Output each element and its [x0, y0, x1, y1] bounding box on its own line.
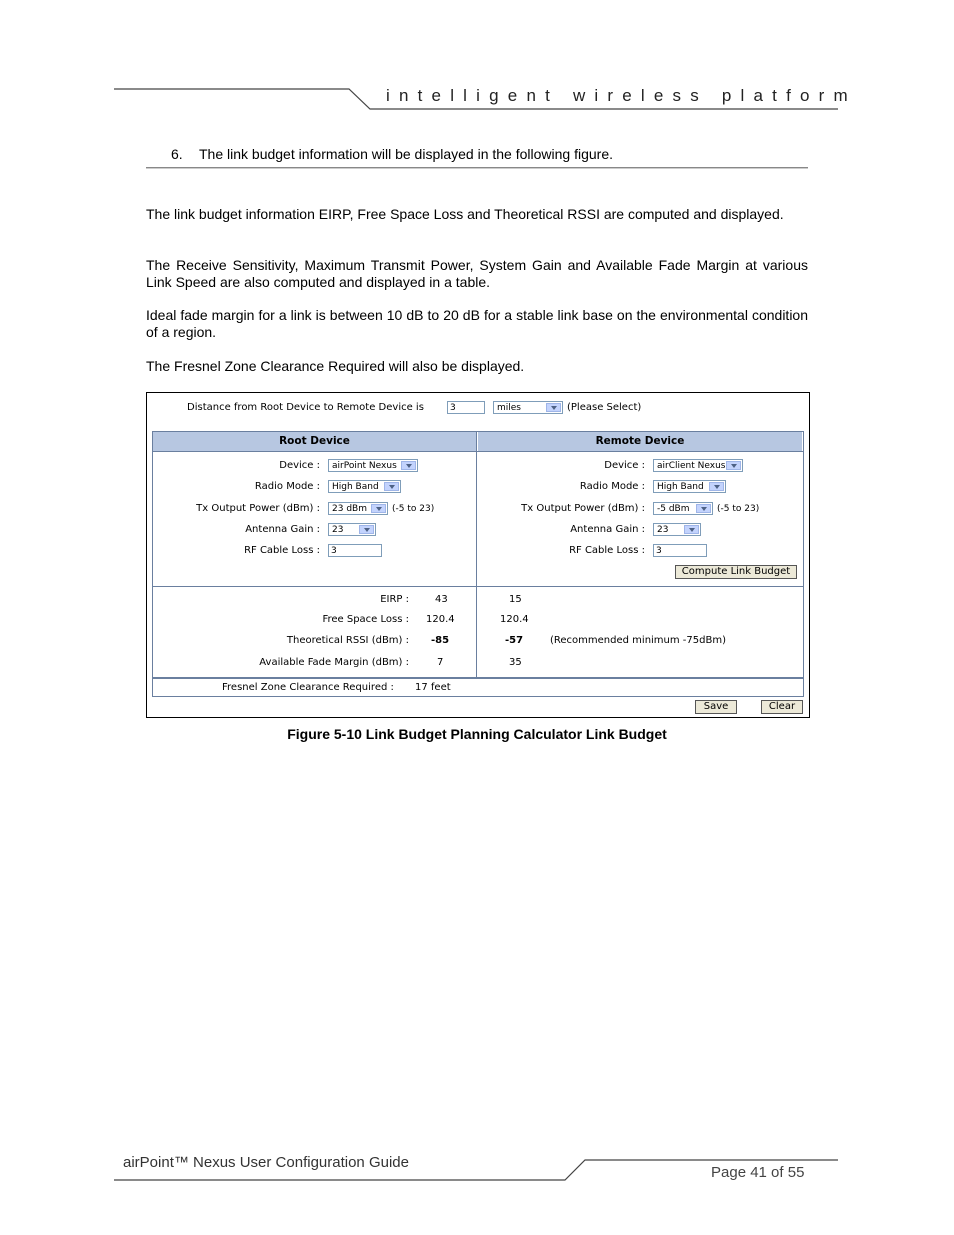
chevron-down-icon [684, 525, 699, 534]
remote-device-label: Device : [604, 460, 645, 471]
remote-tx-power-label: Tx Output Power (dBm) : [521, 503, 645, 514]
chevron-down-icon [384, 482, 399, 491]
save-button[interactable]: Save [695, 700, 737, 714]
remote-tx-power-select[interactable] [653, 502, 713, 515]
root-device-label: Device : [279, 460, 320, 471]
remote-antenna-gain-select[interactable] [653, 523, 701, 536]
step-text: The link budget information will be displayed in the following figure. [199, 146, 614, 162]
root-tx-power-select[interactable] [328, 502, 388, 515]
remote-tx-power-value: -5 dBm [657, 504, 690, 514]
paragraph-link-budget: The link budget information EIRP, Free Space Loss and Theoretical RSSI are computed and displayed. [146, 206, 784, 222]
header-divider [153, 451, 803, 452]
root-tx-power-label: Tx Output Power (dBm) : [196, 503, 320, 514]
root-antenna-gain-value: 23 [332, 525, 344, 535]
chevron-down-icon [371, 504, 386, 513]
remote-antenna-gain-value: 23 [657, 525, 669, 535]
remote-device-select[interactable] [653, 459, 743, 472]
root-device-value: airPoint Nexus [332, 461, 397, 471]
step-number: 6. [171, 146, 183, 162]
paragraph-receive-sensitivity: The Receive Sensitivity, Maximum Transmit Power, System Gain and Available Fade Margin at various Link Speed are also computed and displayed in a table. [146, 257, 808, 290]
recommended-minimum-note: (Recommended minimum -75dBm) [550, 635, 726, 646]
step-divider [146, 167, 808, 169]
remote-antenna-gain-label: Antenna Gain : [570, 524, 645, 535]
please-select-hint: (Please Select) [567, 402, 642, 413]
chevron-down-icon [401, 461, 416, 470]
chevron-down-icon [709, 482, 724, 491]
root-rssi-value: -85 [431, 635, 450, 646]
root-tx-power-value: 23 dBm [332, 504, 367, 514]
paragraph-fresnel: The Fresnel Zone Clearance Required will also be displayed. [146, 358, 525, 374]
paragraph-fade-margin: Ideal fade margin for a link is between 10 dB to 20 dB for a stable link base on the environmental condition of a region. [146, 307, 808, 340]
remote-rf-cable-loss-label: RF Cable Loss : [569, 545, 645, 556]
chevron-down-icon [696, 504, 711, 513]
fresnel-label: Fresnel Zone Clearance Required : [222, 682, 394, 693]
link-budget-calculator-figure [146, 392, 810, 718]
footer-page-number: Page 41 of 55 [711, 1164, 805, 1181]
results-column-divider [476, 586, 477, 677]
chevron-down-icon [546, 403, 561, 412]
chevron-down-icon [726, 461, 741, 470]
eirp-label: EIRP : [380, 594, 409, 605]
distance-unit-select[interactable] [493, 401, 563, 414]
remote-radio-mode-select[interactable] [653, 480, 726, 493]
root-radio-mode-label: Radio Mode : [254, 481, 320, 492]
root-antenna-gain-select[interactable] [328, 523, 376, 536]
remote-radio-mode-label: Radio Mode : [579, 481, 645, 492]
remote-rf-cable-loss-input[interactable]: 3 [653, 544, 707, 557]
root-fade-value: 7 [437, 657, 444, 668]
remote-eirp-value: 15 [509, 594, 522, 605]
theoretical-rssi-label: Theoretical RSSI (dBm) : [286, 635, 409, 646]
remote-fsl-value: 120.4 [500, 614, 529, 625]
header-tagline: intelligent wireless platform [386, 86, 857, 105]
root-rf-cable-loss-label: RF Cable Loss : [244, 545, 320, 556]
root-radio-mode-select[interactable] [328, 480, 401, 493]
root-fsl-value: 120.4 [426, 614, 455, 625]
footer-guide-title: airPoint™ Nexus User Configuration Guide [123, 1154, 409, 1171]
remote-rssi-value: -57 [505, 635, 524, 646]
clear-button[interactable]: Clear [761, 700, 803, 714]
distance-label: Distance from Root Device to Remote Device is [187, 402, 424, 413]
column-divider [476, 431, 477, 586]
root-device-select[interactable] [328, 459, 418, 472]
remote-device-value: airClient Nexus [657, 461, 726, 471]
fresnel-value: 17 feet [415, 682, 451, 693]
root-radio-mode-value: High Band [332, 482, 379, 492]
figure-caption: Figure 5-10 Link Budget Planning Calculator Link Budget [287, 726, 667, 742]
fade-margin-label: Available Fade Margin (dBm) : [259, 657, 409, 668]
root-eirp-value: 43 [435, 594, 448, 605]
step-item [171, 146, 613, 162]
remote-fade-value: 35 [509, 657, 522, 668]
remote-radio-mode-value: High Band [657, 482, 704, 492]
distance-input[interactable]: 3 [447, 401, 485, 414]
root-tx-range-hint: (-5 to 23) [392, 504, 435, 514]
root-rf-cable-loss-input[interactable]: 3 [328, 544, 382, 557]
distance-unit-value: miles [497, 403, 521, 413]
root-device-header: Root Device [153, 432, 476, 451]
free-space-loss-label: Free Space Loss : [322, 614, 409, 625]
root-antenna-gain-label: Antenna Gain : [245, 524, 320, 535]
chevron-down-icon [359, 525, 374, 534]
remote-tx-range-hint: (-5 to 23) [717, 504, 760, 514]
remote-device-header: Remote Device [478, 432, 802, 451]
compute-link-budget-button[interactable]: Compute Link Budget [675, 565, 797, 579]
